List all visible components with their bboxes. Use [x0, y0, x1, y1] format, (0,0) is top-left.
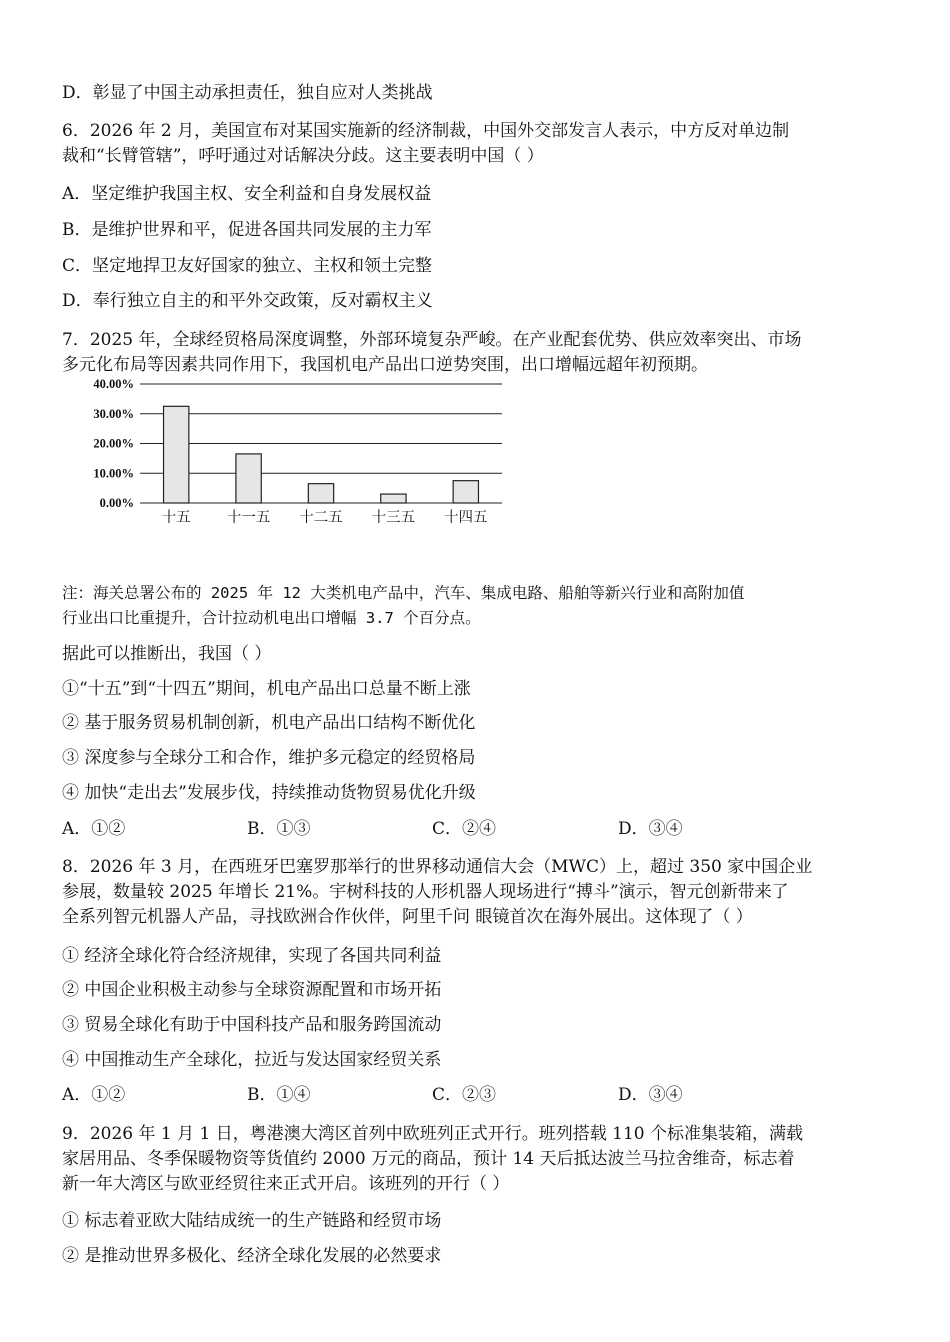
- q7-stem-line-2: 多元化布局等因素共同作用下，我国机电产品出口逆势突围，出口增幅远超年初预期。: [62, 355, 708, 375]
- q6-option-b: B．是维护世界和平，促进各国共同发展的主力军: [62, 220, 432, 240]
- q7-question: 据此可以推断出，我国（ ）: [62, 644, 272, 664]
- x-tick-label: 十三五: [371, 510, 416, 526]
- q8-stem-line-3: 全系列智元机器人产品，寻找欧洲合作伙伴，阿里千问 眼镜首次在海外展出。这体现了（ ）: [62, 907, 753, 927]
- q8-statement-4: ④ 中国推动生产全球化，拉近与发达国家经贸关系: [62, 1050, 442, 1070]
- q9-statement-2: ② 是推动世界多极化、经济全球化发展的必然要求: [62, 1246, 442, 1266]
- q7-choice-a: A．①②: [62, 819, 126, 839]
- q6-stem-line-2: 裁和“长臂管辖”，呼吁通过对话解决分歧。这主要表明中国（ ）: [62, 146, 544, 166]
- q7-choice-c: C．②④: [432, 819, 497, 839]
- q9-stem-line-2: 家居用品、冬季保暖物资等货值约 2000 万元的商品，预计 14 天后抵达波兰马拉舍维奇，标志着: [62, 1149, 795, 1169]
- q9-stem-line-3: 新一年大湾区与欧亚经贸往来正式开启。该班列的开行（ ）: [62, 1174, 510, 1194]
- q7-choice-b: B．①③: [247, 819, 311, 839]
- q8-choice-c: C．②③: [432, 1085, 497, 1105]
- export-growth-bar-chart: [62, 370, 512, 530]
- x-tick-label: 十一五: [226, 510, 271, 526]
- q8-stem-line-2: 参展，数量较 2025 年增长 21%。宇树科技的人形机器人现场进行“搏斗”演示，智元创新带来了: [62, 882, 789, 902]
- q8-statement-2: ② 中国企业积极主动参与全球资源配置和市场开拓: [62, 980, 442, 1000]
- y-tick-label: 30.00%: [93, 406, 134, 421]
- y-tick-label: 20.00%: [93, 436, 134, 451]
- q6-option-d: D．奉行独立自主的和平外交政策，反对霸权主义: [62, 291, 433, 311]
- x-tick-label: 十五: [161, 510, 191, 526]
- q6-option-a: A．坚定维护我国主权、安全利益和自身发展权益: [62, 184, 432, 204]
- q9-statement-1: ① 标志着亚欧大陆结成统一的生产链路和经贸市场: [62, 1211, 442, 1231]
- q7-stem-line-1: 7．2025 年，全球经贸格局深度调整，外部环境复杂严峻。在产业配套优势、供应效率突出、市场: [62, 330, 802, 350]
- q6-stem-line-1: 6．2026 年 2 月，美国宣布对某国实施新的经济制裁，中国外交部发言人表示，中方反对单边制: [62, 121, 790, 141]
- q7-note-line-2: 行业出口比重提升，合计拉动机电出口增幅 3.7 个百分点。: [62, 609, 481, 627]
- q7-statement-3: ③ 深度参与全球分工和合作，维护多元稳定的经贸格局: [62, 748, 476, 768]
- q8-choice-b: B．①④: [247, 1085, 311, 1105]
- q7-statement-4: ④ 加快“走出去”发展步伐，持续推动货物贸易优化升级: [62, 783, 476, 803]
- q8-choice-d: D．③④: [618, 1085, 683, 1105]
- q5-option-d: D．彰显了中国主动承担责任，独自应对人类挑战: [62, 83, 433, 103]
- bar: [453, 481, 478, 503]
- bar: [236, 454, 261, 503]
- q8-statement-3: ③ 贸易全球化有助于中国科技产品和服务跨国流动: [62, 1015, 442, 1035]
- bar: [381, 494, 406, 503]
- q7-choice-d: D．③④: [618, 819, 683, 839]
- q6-option-c: C．坚定地捍卫友好国家的独立、主权和领土完整: [62, 256, 433, 276]
- q8-stem-line-1: 8．2026 年 3 月，在西班牙巴塞罗那举行的世界移动通信大会（MWC）上，超过 350 家中国企业: [62, 857, 813, 877]
- y-tick-label: 40.00%: [93, 377, 134, 391]
- y-tick-label: 10.00%: [93, 466, 134, 481]
- bar: [308, 484, 333, 503]
- q9-stem-line-1: 9．2026 年 1 月 1 日，粤港澳大湾区首列中欧班列正式开行。班列搭载 110 个标准集装箱，满载: [62, 1124, 803, 1144]
- bar: [164, 406, 189, 503]
- y-tick-label: 0.00%: [99, 496, 134, 510]
- q7-statement-1: ①“十五”到“十四五”期间，机电产品出口总量不断上涨: [62, 679, 471, 699]
- q8-choice-a: A．①②: [62, 1085, 126, 1105]
- x-tick-label: 十四五: [444, 510, 488, 526]
- q7-note-line-1: 注：海关总署公布的 2025 年 12 大类机电产品中，汽车、集成电路、船舶等新兴行业和高附加值: [62, 584, 745, 602]
- x-tick-label: 十二五: [299, 510, 343, 526]
- q7-statement-2: ② 基于服务贸易机制创新，机电产品出口结构不断优化: [62, 713, 476, 733]
- q8-statement-1: ① 经济全球化符合经济规律，实现了各国共同利益: [62, 946, 442, 966]
